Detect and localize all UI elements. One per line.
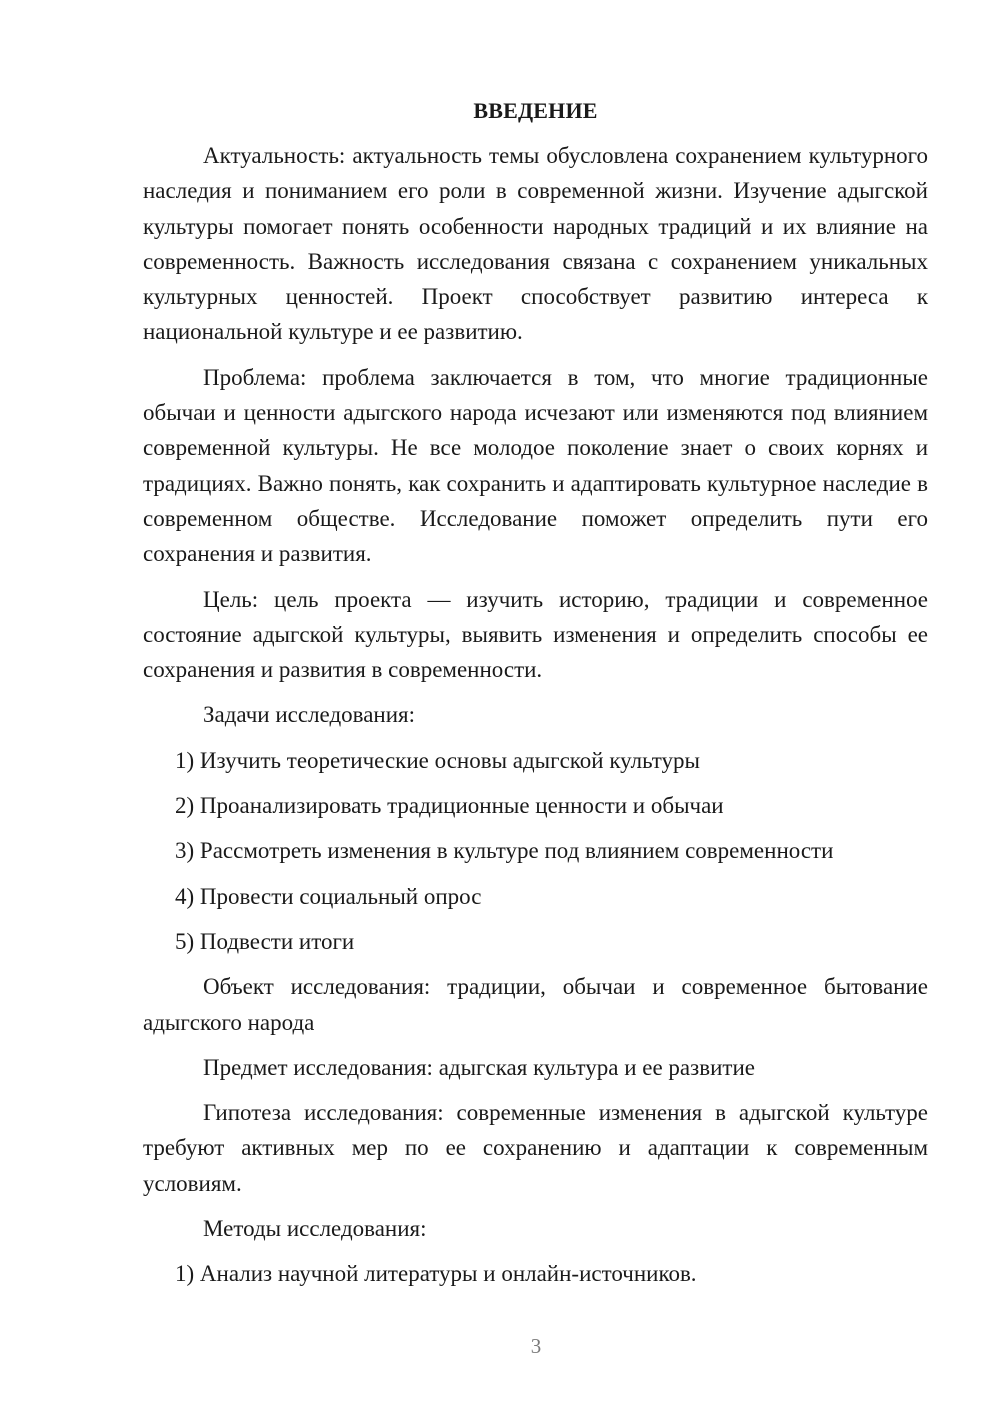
task-item: 1) Изучить теоретические основы адыгской культуры bbox=[175, 747, 700, 773]
relevance-paragraph: Актуальность: актуальность темы обусловлена сохранением культурного наследия и пониманием его роли в современной жизни. Изучение адыгской культуры помогает понять особенности народных традиций и их влияние на современность. Важность исследования связана с сохранением уникальных культурных ценностей. Проект способствует развитию интереса к национальной культуре и ее развитию. bbox=[143, 143, 928, 345]
task-item: 5) Подвести итоги bbox=[175, 928, 355, 954]
task-item: 3) Рассмотреть изменения в культуре под влиянием современности bbox=[175, 838, 834, 864]
method-item: 1) Анализ научной литературы и онлайн-источников. bbox=[175, 1261, 697, 1287]
object-paragraph: Объект исследования: традиции, обычаи и современное бытование адыгского народа bbox=[143, 974, 928, 1035]
goal-paragraph: Цель: цель проекта — изучить историю, традиции и современное состояние адыгской культуры, выявить изменения и определить способы ее сохранения и развития в современности. bbox=[143, 586, 928, 683]
task-item: 4) Провести социальный опрос bbox=[175, 883, 482, 909]
subject-paragraph: Предмет исследования: адыгская культура и ее развитие bbox=[203, 1054, 755, 1080]
problem-paragraph: Проблема: проблема заключается в том, что многие традиционные обычаи и ценности адыгского народа исчезают или изменяются под влиянием современной культуры. Не все молодое поколение знает о своих корнях и традициях. Важно понять, как сохранить и адаптировать культурное наследие в современном обществе. Исследование поможет определить пути его сохранения и развития. bbox=[143, 364, 928, 567]
tasks-heading: Задачи исследования: bbox=[203, 702, 416, 728]
section-title: ВВЕДЕНИЕ bbox=[473, 98, 598, 123]
task-item: 2) Проанализировать традиционные ценности и обычаи bbox=[175, 793, 724, 819]
page-content bbox=[143, 96, 928, 1302]
hypothesis-paragraph: Гипотеза исследования: современные изменения в адыгской культуре требуют активных мер по ее сохранению и адаптации к современным условиям. bbox=[143, 1100, 928, 1196]
methods-heading: Методы исследования: bbox=[203, 1216, 427, 1242]
page-number: 3 bbox=[530, 1334, 542, 1358]
